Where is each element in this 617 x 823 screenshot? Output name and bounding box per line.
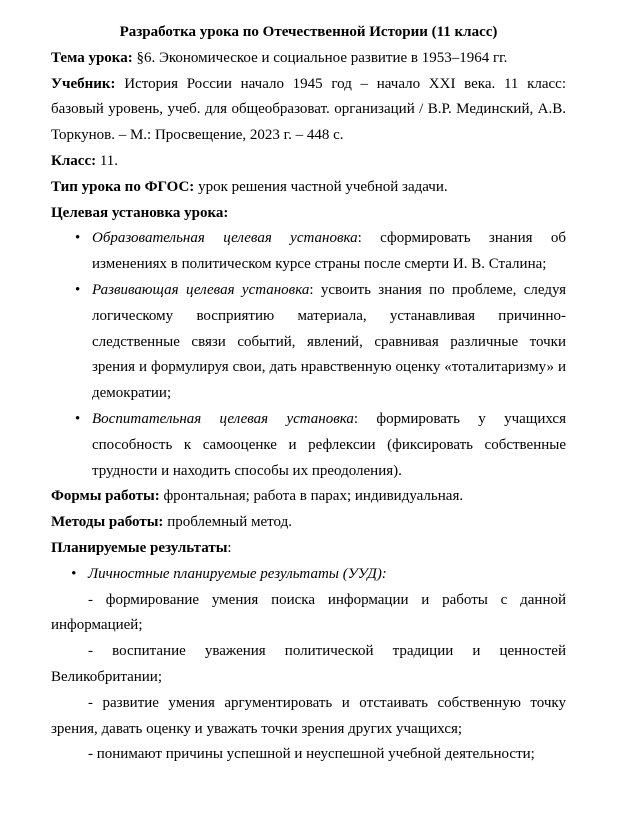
- results-heading-line: [51, 536, 566, 562]
- work-methods-value: проблемный метод.: [163, 514, 292, 531]
- goals-list: [51, 226, 566, 484]
- topic-line: [51, 46, 566, 72]
- lesson-type-value: урок решения частной учебной задачи.: [194, 178, 448, 195]
- goals-heading: Целевая установка урока:: [51, 204, 229, 221]
- goal-text: : сформировать знания об изменениях в политическом курсе страны после смерти И. В. Сталина;: [92, 230, 566, 273]
- work-forms-line: [51, 484, 566, 510]
- result-item: - понимают причины успешной и неуспешной учебной деятельности;: [88, 746, 535, 763]
- result-item: - воспитание уважения политической традиции и ценностей Великобритании;: [51, 643, 566, 685]
- lesson-type-label: Тип урока по ФГОС:: [51, 178, 195, 195]
- textbook-line: [51, 72, 566, 149]
- goal-name: Воспитательная целевая установка: [92, 410, 354, 427]
- grade-line: [51, 149, 566, 175]
- textbook-value: История России начало 1945 год – начало XXI века. 11 класс: базовый уровень, учеб. для общеобразоват. организаций / В.Р. Мединский, А.В. Торкунов. – М.: Просвещение, 2023 г. – 448 с.: [51, 75, 566, 144]
- personal-results-heading: • Личностные планируемые результаты (УУД):: [88, 562, 566, 588]
- goal-item-developmental: [92, 278, 566, 407]
- goal-name: Образовательная целевая установка: [92, 230, 358, 247]
- topic-value: §6. Экономическое и социальное развитие в 1953–1964 гг.: [132, 49, 508, 66]
- result-item: - формирование умения поиска информации и работы с данной информацией;: [51, 591, 566, 634]
- goal-item-upbringing: [92, 407, 566, 484]
- goal-text: : формировать у учащихся способность к самооценке и рефлексии (фиксировать собственные трудности и находить способы их преодоления).: [92, 410, 566, 479]
- grade-label: Класс:: [51, 152, 97, 169]
- grade-value: 11.: [96, 152, 119, 169]
- topic-label: Тема урока:: [51, 49, 133, 66]
- work-forms-value: фронтальная; работа в парах; индивидуальная.: [159, 488, 464, 505]
- textbook-label: Учебник:: [51, 75, 116, 92]
- results-list: [51, 562, 566, 588]
- document-title: Разработка урока по Отечественной Истории (11 класс): [119, 24, 498, 40]
- goal-text: : усвоить знания по проблеме, следуя логическому восприятию материала, устанавливая причинно-следственные связи событий, явлений, сравнивая различные точки зрения и формулируя свои, дать нравственную оценку «тоталитаризму» и демократии;: [92, 281, 566, 402]
- work-forms-label: Формы работы:: [51, 488, 160, 505]
- results-heading-colon: :: [227, 539, 232, 556]
- document-page: [51, 20, 566, 768]
- goal-name: Развивающая целевая установка: [92, 281, 310, 298]
- result-item: - развитие умения аргументировать и отстаивать собственную точку зрения, давать оценку и уважать точки зрения других учащихся;: [51, 694, 566, 737]
- goal-item-educational: [92, 226, 566, 278]
- results-heading: Планируемые результаты: [51, 539, 228, 556]
- work-methods-label: Методы работы:: [51, 514, 164, 531]
- lesson-type-line: [51, 175, 566, 201]
- work-methods-line: [51, 510, 566, 536]
